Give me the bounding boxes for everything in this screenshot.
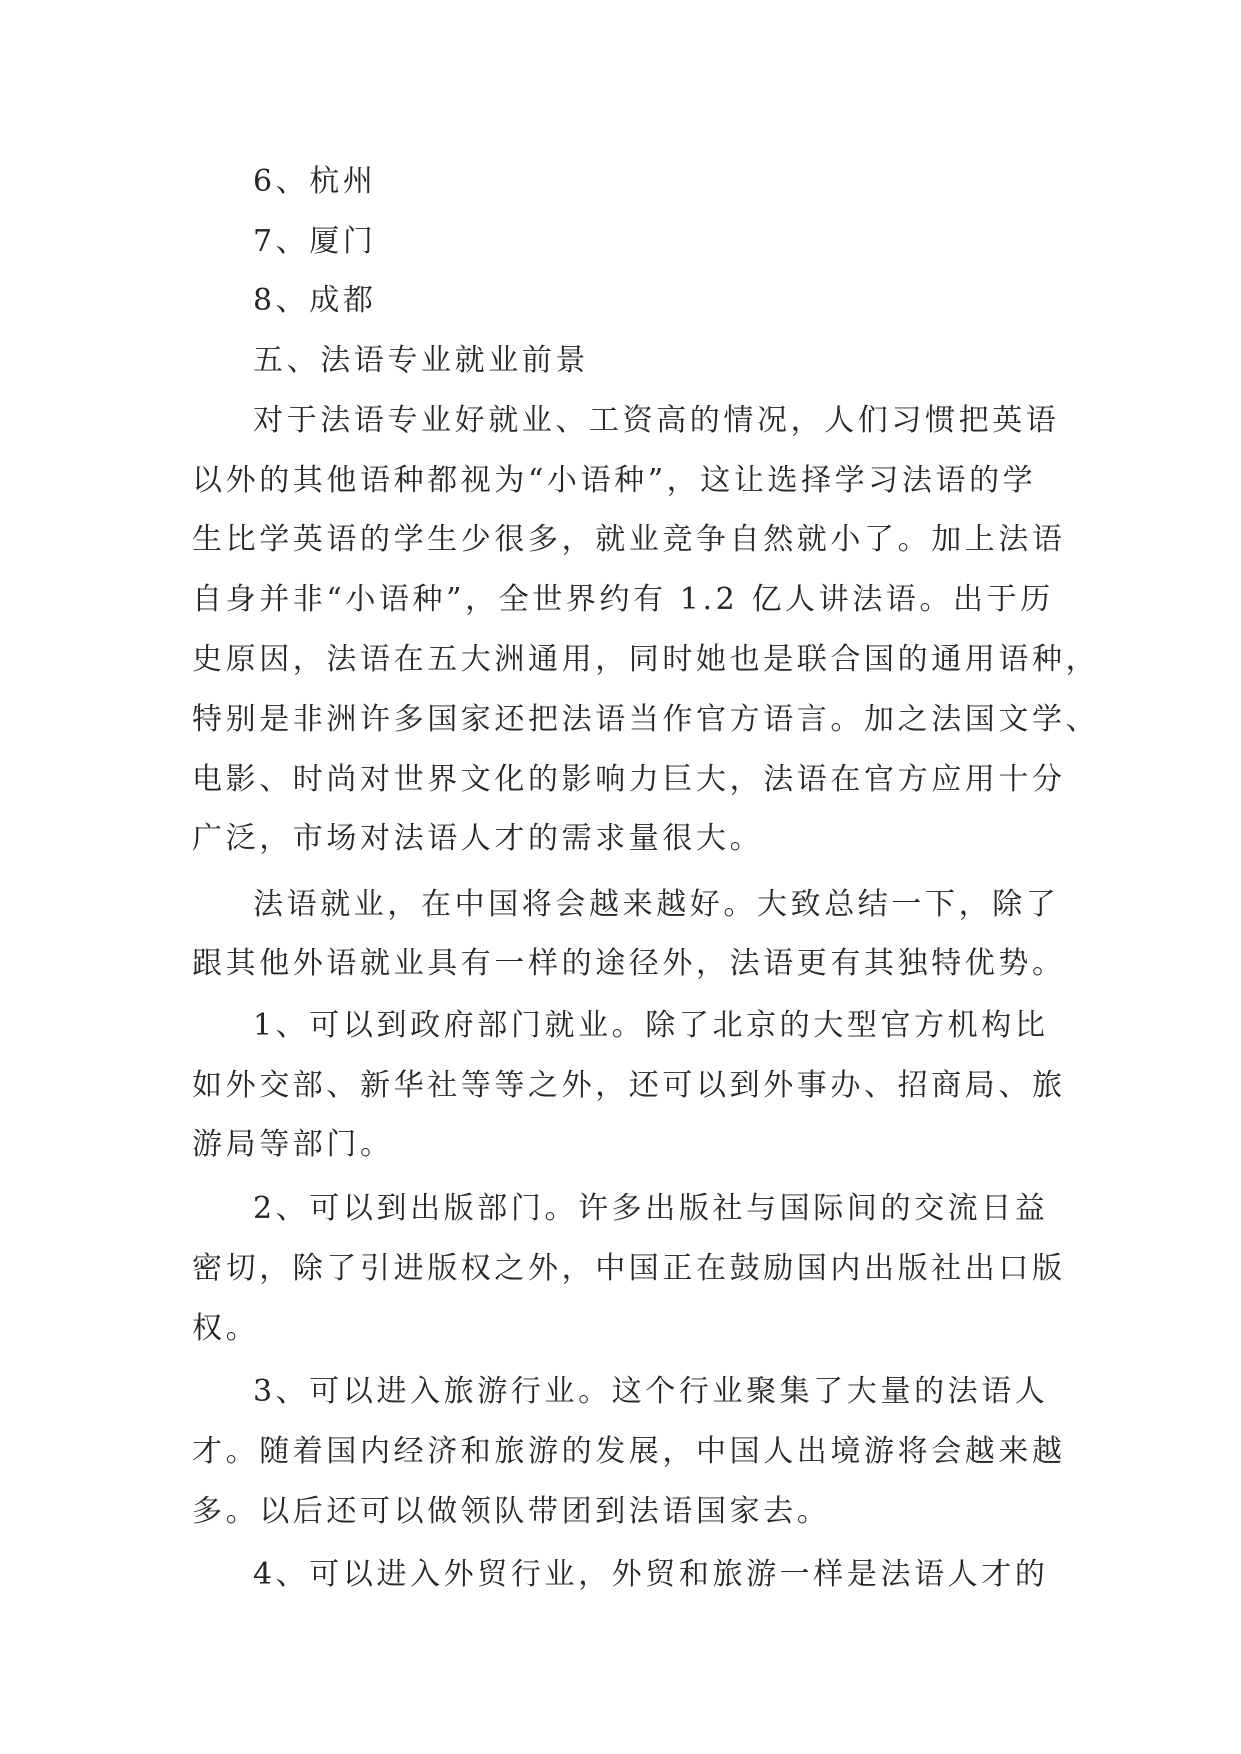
paragraph-line: 多。以后还可以做领队带团到法语国家去。 [192, 1494, 831, 1529]
list-item-hangzhou: 6、杭州 [253, 164, 377, 199]
paragraph-line: 特别是非洲许多国家还把法语当作官方语言。加之法国文学、 [192, 702, 1100, 737]
paragraph-line: 对于法语专业好就业、工资高的情况，人们习惯把英语 [253, 403, 1060, 438]
paragraph-line: 2、可以到出版部门。许多出版社与国际间的交流日益 [253, 1191, 1049, 1226]
section-heading: 五、法语专业就业前景 [253, 343, 589, 378]
paragraph-line: 电影、时尚对世界文化的影响力巨大，法语在官方应用十分 [192, 762, 1066, 797]
paragraph-line: 生比学英语的学生少很多，就业竞争自然就小了。加上法语 [192, 522, 1066, 557]
paragraph-line: 如外交部、新华社等等之外，还可以到外事办、招商局、旅 [192, 1068, 1066, 1103]
paragraph-line: 密切，除了引进版权之外，中国正在鼓励国内出版社出口版 [192, 1251, 1066, 1286]
paragraph-line: 广泛，市场对法语人才的需求量很大。 [192, 821, 764, 856]
list-item-xiamen: 7、厦门 [253, 224, 377, 259]
paragraph-line: 史原因，法语在五大洲通用，同时她也是联合国的通用语种， [192, 642, 1100, 677]
paragraph-line: 自身并非“小语种”，全世界约有 1.2 亿人讲法语。出于历 [192, 582, 1054, 617]
paragraph-line: 跟其他外语就业具有一样的途径外，法语更有其独特优势。 [192, 946, 1066, 981]
paragraph-line: 1、可以到政府部门就业。除了北京的大型官方机构比 [253, 1008, 1049, 1043]
paragraph-line: 才。随着国内经济和旅游的发展，中国人出境游将会越来越 [192, 1434, 1066, 1469]
paragraph-line: 3、可以进入旅游行业。这个行业聚集了大量的法语人 [253, 1374, 1049, 1409]
paragraph-line: 以外的其他语种都视为“小语种”，这让选择学习法语的学 [192, 463, 1037, 498]
paragraph-line: 权。 [192, 1311, 260, 1346]
list-item-chengdu: 8、成都 [253, 283, 377, 318]
paragraph-line: 法语就业，在中国将会越来越好。大致总结一下，除了 [253, 887, 1060, 922]
paragraph-line: 4、可以进入外贸行业，外贸和旅游一样是法语人才的 [253, 1557, 1049, 1592]
paragraph-line: 游局等部门。 [192, 1127, 394, 1162]
